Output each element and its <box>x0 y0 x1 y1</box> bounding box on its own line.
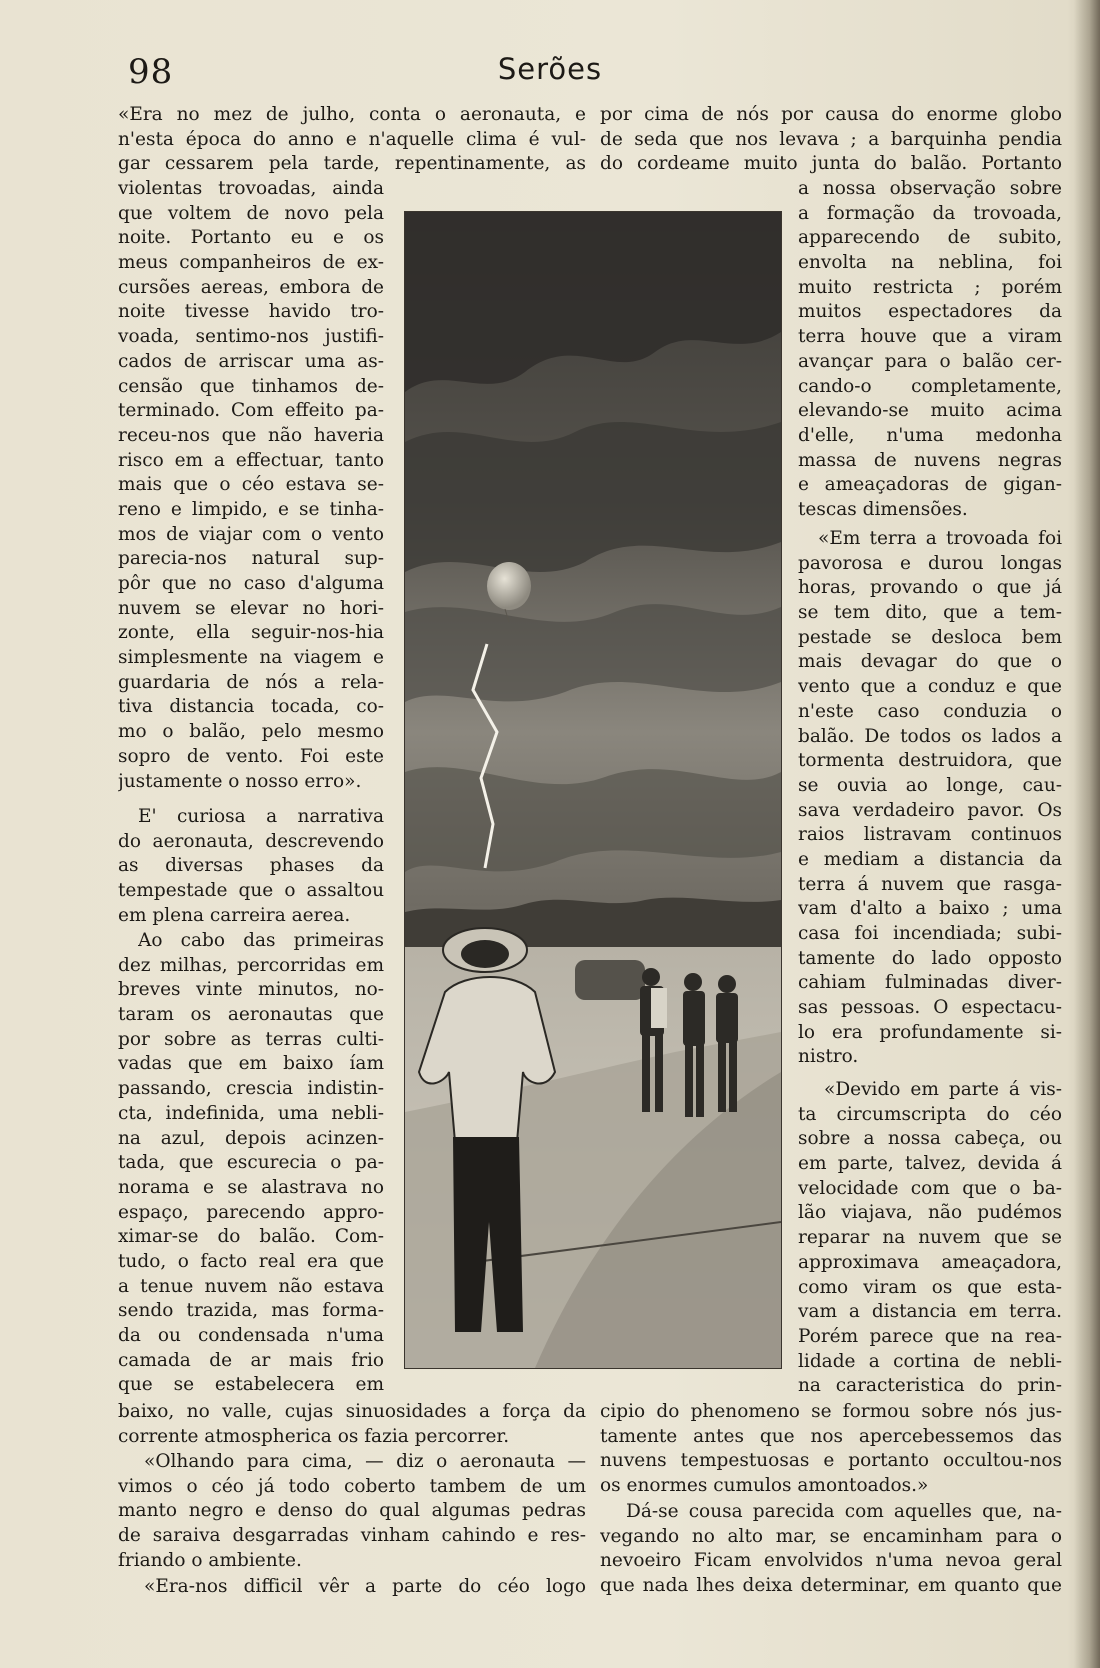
text-line: «Olhando para cima, — diz o aeronauta — <box>144 1451 586 1472</box>
text-line: receu-nos que não haveria <box>118 424 384 446</box>
text-line: velocidade com que o ba- <box>798 1177 1062 1199</box>
text-line: cahiam fulminadas diver- <box>798 972 1062 994</box>
text-line: elevando-se muito acima <box>798 400 1062 422</box>
paragraph <box>600 1500 1062 1525</box>
text-line: breves vinte minutos, no- <box>118 979 384 1001</box>
text-line: d'elle, n'uma medonha <box>798 424 1062 446</box>
text-line: espaço, parecendo appro- <box>118 1201 384 1223</box>
text-line: vento que a conduz e que <box>798 676 1062 698</box>
text-line: taram os aeronautas que <box>118 1004 384 1026</box>
text-line: que voltem de novo pela <box>118 202 384 224</box>
text-line: manto negro e denso do qual algumas pedras <box>118 1500 586 1522</box>
text-line: «Devido em parte á vis- <box>824 1079 1062 1100</box>
text-line: se tem dito, que a tem- <box>798 602 1062 624</box>
storm-balloon-illustration <box>405 212 781 1368</box>
text-line: «Em terra a trovoada foi <box>818 528 1062 549</box>
paragraph <box>118 1575 586 1600</box>
text-line: sobre a nossa cabeça, ou <box>798 1128 1062 1150</box>
text-line: da ou condensada n'uma <box>118 1325 384 1346</box>
text-line: cipio do phenomeno se formou sobre nós jus- <box>600 1401 1062 1422</box>
text-line: as diversas phases da <box>118 855 384 877</box>
text-line: que nada lhes deixa determinar, em quanto que <box>600 1575 1062 1597</box>
text-line: sava verdadeiro pavor. Os <box>798 799 1062 821</box>
paragraph <box>118 929 384 954</box>
text-line: mais que o céo estava se- <box>118 474 384 496</box>
text-line: risco em a effectuar, tanto <box>118 449 384 471</box>
text-line: tudo, o facto real era que <box>118 1250 384 1272</box>
text-line: na azul, depois acinzen- <box>118 1127 384 1149</box>
text-line: se ouvia ao longe, cau- <box>798 774 1062 796</box>
text-line: noite tivesse havido tro- <box>118 301 384 323</box>
text-line: parecia-nos natural sup- <box>118 548 384 570</box>
text-line: muitos espectadores da <box>798 301 1062 323</box>
paragraph <box>118 103 586 177</box>
text-line: balão. De todos os lados a <box>798 725 1062 747</box>
text-line: violentas trovoadas, ainda <box>118 178 384 199</box>
paragraph <box>118 177 384 794</box>
text-line: tempestade que o assaltou <box>118 880 384 902</box>
text-line: casa foi incendiada; subi- <box>798 923 1062 944</box>
text-line: vam a distancia em terra. <box>798 1301 1062 1323</box>
text-line: a formação da trovoada, <box>798 202 1062 224</box>
text-line: pavorosa e durou longas <box>798 552 1062 574</box>
text-line: nevoeiro Ficam envolvidos n'uma nevoa geral <box>600 1550 1062 1572</box>
text-line: zonte, ella seguir-nos-hia <box>118 622 384 644</box>
text-line: cados de arriscar uma as- <box>118 350 384 372</box>
text-line: mais devagar do que o <box>798 651 1062 673</box>
text-line: sopro de vento. Foi este <box>118 745 384 767</box>
text-line: friando o ambiente. <box>118 1549 302 1571</box>
text-line: ta circumscripta do céo <box>798 1103 1062 1125</box>
text-line: n'este caso conduzia o <box>798 700 1062 722</box>
text-line: a nossa observação sobre <box>798 178 1062 199</box>
paragraph-continued <box>600 103 1062 177</box>
text-line: de saraiva desgarradas vinham cahindo e res- <box>118 1525 586 1547</box>
text-line: norama e se alastrava no <box>118 1176 384 1198</box>
text-line: tamente antes que nos apercebessemos das <box>600 1425 1062 1447</box>
text-line: cando-o completamente, <box>798 375 1062 397</box>
text-line: em plena carreira aerea. <box>118 904 351 926</box>
balloon-icon <box>487 562 531 610</box>
text-line: voada, sentimo-nos justifi- <box>118 326 384 348</box>
text-line: mo o balão, pelo mesmo <box>118 721 384 743</box>
running-head-title: Serões <box>497 52 603 86</box>
text-line: cta, indefinida, uma nebli- <box>118 1102 384 1124</box>
paragraph-continued <box>118 1475 586 1574</box>
text-line: vegando no alto mar, se encaminham para o <box>600 1525 1062 1547</box>
text-line: tiva distancia tocada, co- <box>118 696 384 718</box>
paragraph-continued <box>118 1400 586 1449</box>
text-line: «Era-nos difficil vêr a parte do céo logo <box>144 1576 586 1597</box>
paragraph-continued <box>118 954 384 1398</box>
text-line: n'esta época do anno e n'aquelle clima é vul- <box>118 128 586 150</box>
text-line: envolta na neblina, foi <box>798 252 1062 274</box>
paragraph-continued <box>798 552 1062 1070</box>
text-line: do cordeame muito junta do balão. Portanto <box>600 153 1062 175</box>
paragraph-continued <box>798 1103 1062 1399</box>
text-line: mos de viajar com o vento <box>118 523 384 545</box>
text-line: a tenue nuvem não estava <box>118 1275 384 1297</box>
text-line: raios listravam continuos <box>798 824 1062 846</box>
text-line: lidade a cortina de nebli- <box>798 1350 1062 1372</box>
text-line: simplesmente na viagem e <box>118 647 384 669</box>
text-line: Ao cabo das primeiras <box>138 930 384 951</box>
paragraph-continued <box>600 1400 1062 1499</box>
text-line: horas, provando o que já <box>798 577 1062 599</box>
text-line: noite. Portanto eu e os <box>118 227 384 249</box>
text-line: corrente atmospherica os fazia percorrer. <box>118 1425 510 1447</box>
page-number: 98 <box>128 52 174 92</box>
text-line: lão viajava, não pudémos <box>798 1202 1062 1224</box>
text-line: vimos o céo já todo coberto tambem de um <box>118 1475 586 1497</box>
text-line: apparecendo de subito, <box>798 227 1062 249</box>
text-line: vam d'alto a baixo ; uma <box>798 898 1062 920</box>
paragraph-continued <box>798 177 1062 523</box>
text-line: nuvem se elevar no hori- <box>118 597 384 619</box>
text-line: Porém parece que na rea- <box>798 1325 1062 1347</box>
text-line: censão que tinhamos de- <box>118 375 384 397</box>
text-line: meus companheiros de ex- <box>118 252 384 274</box>
text-line: pestade se desloca bem <box>798 626 1062 648</box>
paragraph <box>798 527 1062 552</box>
text-line: lo era profundamente si- <box>798 1021 1062 1043</box>
text-line: «Era no mez de julho, conta o aeronauta, e <box>118 104 586 125</box>
text-line: reparar na nuvem que se <box>798 1227 1062 1249</box>
text-line: justamente o nosso erro». <box>118 770 362 792</box>
text-line: na caracteristica do prin- <box>798 1375 1062 1397</box>
text-line: em parte, talvez, devida á <box>798 1153 1062 1175</box>
text-line: nistro. <box>798 1046 859 1068</box>
text-line: sendo trazida, mas forma- <box>118 1300 384 1322</box>
text-line: e mediam a distancia da <box>798 848 1062 870</box>
text-line: tormenta destruidora, que <box>798 750 1062 772</box>
text-line: E' curiosa a narrativa <box>138 806 384 827</box>
text-line: vadas que em baixo íam <box>118 1053 384 1075</box>
paragraph <box>118 805 384 830</box>
text-line: baixo, no valle, cujas sinuosidades a força da <box>118 1401 586 1422</box>
text-line: e ameaçadoras de gigan- <box>798 474 1062 496</box>
text-line: tada, que escurecia o pa- <box>118 1152 384 1174</box>
text-line: por sobre as terras culti- <box>118 1028 384 1050</box>
page-edge-shadow <box>1074 0 1100 1668</box>
text-line: reno e limpido, e se tinha- <box>118 498 384 520</box>
text-line: gar cessarem pela tarde, repentinamente, as <box>118 153 586 175</box>
text-line: Dá-se cousa parecida com aquelles que, na- <box>626 1501 1062 1522</box>
paragraph <box>118 1450 586 1475</box>
text-line: guardaria de nós a rela- <box>118 671 384 693</box>
text-line: pôr que no caso d'alguma <box>118 573 384 594</box>
text-line: massa de nuvens negras <box>798 449 1062 471</box>
text-line: approximava ameaçadora, <box>798 1251 1062 1273</box>
text-line: que se estabelecera em <box>118 1374 384 1396</box>
text-line: sas pessoas. O espectacu- <box>798 997 1062 1019</box>
text-line: ximar-se do balão. Com- <box>118 1226 384 1248</box>
paragraph-continued <box>600 1525 1062 1599</box>
text-line: muito restricta ; porém <box>798 276 1062 298</box>
text-line: os enormes cumulos amontoados.» <box>600 1475 929 1497</box>
text-line: por cima de nós por causa do enorme globo <box>600 104 1062 125</box>
text-line: de seda que nos levava ; a barquinha pendia <box>600 128 1062 150</box>
text-line: dez milhas, percorridas em <box>118 954 384 976</box>
text-line: tamente do lado opposto <box>798 947 1062 969</box>
text-line: cursões aereas, embora de <box>118 276 384 298</box>
text-line: como viram os que esta- <box>798 1276 1062 1298</box>
text-line: terra á nuvem que rasga- <box>798 873 1062 895</box>
paragraph-continued <box>118 830 384 929</box>
text-line: do aeronauta, descrevendo <box>118 830 384 852</box>
text-line: terminado. Com effeito pa- <box>118 400 384 422</box>
text-line: terra houve que a viram <box>798 326 1062 348</box>
paragraph <box>798 1078 1062 1103</box>
text-line: passando, crescia indistin- <box>118 1078 384 1100</box>
text-line: nuvens tempestuosas e portanto occultou-nos <box>600 1450 1062 1472</box>
text-line: tescas dimensões. <box>798 498 968 520</box>
text-line: camada de ar mais frio <box>118 1349 384 1371</box>
text-line: avançar para o balão cer- <box>798 350 1062 372</box>
